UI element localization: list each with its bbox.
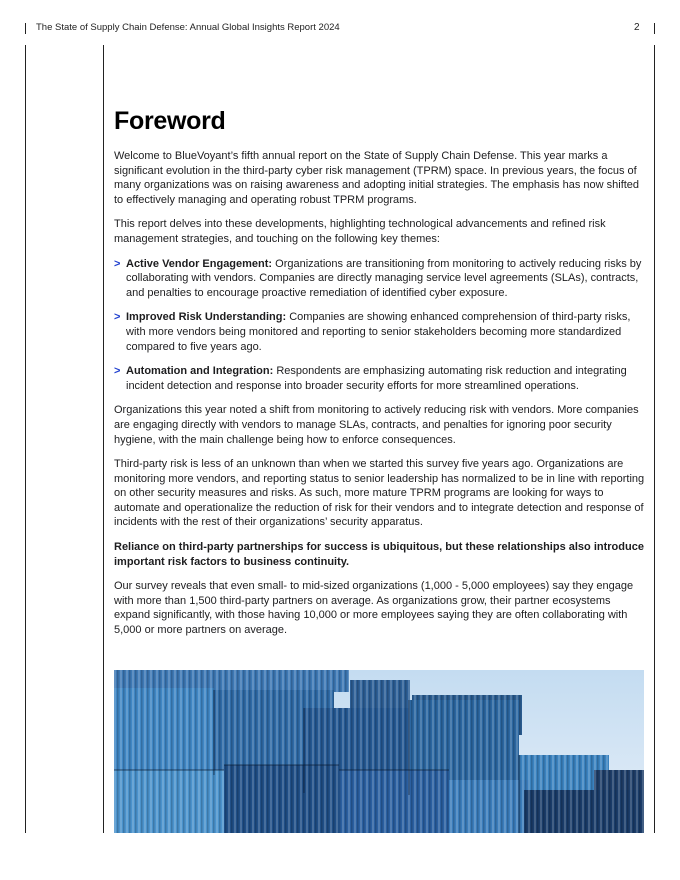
running-header-title: The State of Supply Chain Defense: Annual Global Insights Report 2024 [36, 22, 340, 33]
foreword-section [114, 104, 646, 648]
page-number: 2 [634, 22, 640, 33]
theme-text: Respondents are emphasizing automating risk reduction and integrating incident detection and response into broader security efforts for more streamlined operations. [126, 365, 627, 392]
body-paragraph-5: Our survey reveals that even small- to mid-sized organizations (1,000 - 5,000 employees) say they engage with more than 1,500 third-party partners on average. As organizations grow, their partner ecosystems expand significantly, with those having 10,000 or more employees saying they are often collaborating with 5,000 or more partners on average. [114, 580, 634, 637]
left-margin-rule [25, 45, 26, 833]
header-right-tick [654, 23, 655, 34]
list-item [114, 310, 646, 354]
intro-paragraph-2: This report delves into these developments, highlighting technological advancements and refined risk management strategies, and touching on the following key themes: [114, 218, 606, 245]
emphasis-statement: Reliance on third-party partnerships for success is ubiquitous, but these relationships also introduce important risk factors to business continuity. [114, 541, 644, 568]
key-themes-list [114, 257, 646, 394]
theme-title: Automation and Integration: [126, 365, 274, 378]
list-item [114, 364, 646, 393]
body-paragraph-4: Third-party risk is less of an unknown than when we started this survey five years ago. Organizations are monitoring more vendors, and reporting status to senior leadership has normalized to be in line with reporting on other security measures and risks. As such, more mature TPRM programs are looking for ways to automate and operationalize the reduction of risk for their vendors and to integrate detection and response of incidents with the rest of their organizations’ security apparatus. [114, 458, 645, 529]
content-left-rule [103, 45, 104, 833]
right-margin-rule [654, 45, 655, 833]
list-item [114, 257, 646, 301]
theme-title: Improved Risk Understanding: [126, 311, 287, 324]
body-paragraph-3: Organizations this year noted a shift from monitoring to actively reducing risk with vendors. More companies are engaging directly with vendors to manage SLAs, contracts, and penalties for ignoring poor security hygiene, with the main challenge being how to enforce consequences. [114, 404, 639, 446]
page-title: Foreword [114, 107, 226, 135]
chevron-right-icon: > [114, 365, 121, 378]
theme-title: Active Vendor Engagement: [126, 257, 273, 270]
intro-paragraph-1: Welcome to BlueVoyant’s fifth annual report on the State of Supply Chain Defense. This year marks a significant evolution in the third-party cyber risk management (TPRM) space. In previous years, the focus of many organizations was on raising awareness and adopting initial strategies. The emphasis has now shifted to effectively managing and operating robust TPRM programs. [114, 150, 640, 206]
theme-text: Companies are showing enhanced comprehension of third-party risks, with more vendors being monitored and reporting to senior stakeholders becoming more standardized compared to five years ago. [126, 311, 631, 353]
shipping-containers-photo [114, 670, 644, 833]
chevron-right-icon: > [114, 311, 121, 324]
stacked-shipping-containers-image [114, 670, 644, 833]
header-left-tick [25, 23, 26, 34]
theme-text: Organizations are transitioning from monitoring to actively reducing risks by collaborating with vendors. Companies are directly managing service level agreements (SLAs), contracts, and penalties to encourage proactive remediation of identified cyber exposure. [126, 257, 642, 299]
chevron-right-icon: > [114, 257, 121, 270]
